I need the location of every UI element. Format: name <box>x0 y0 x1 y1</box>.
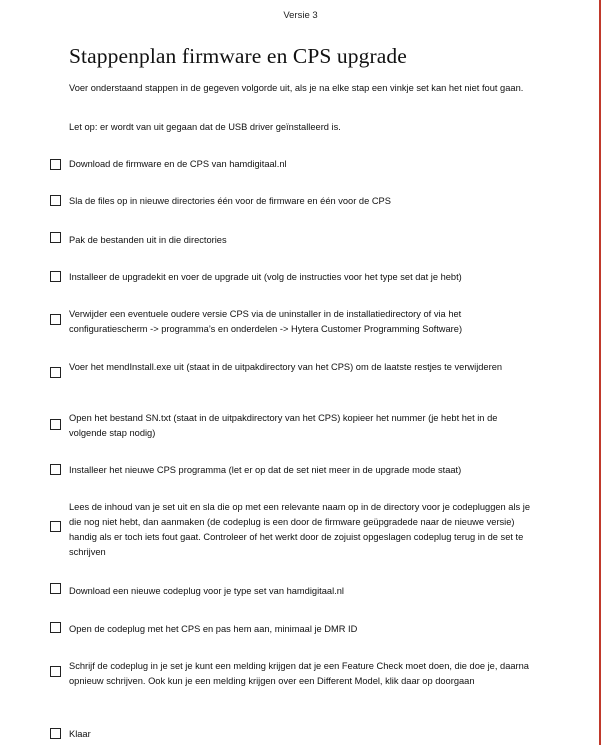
checkbox[interactable] <box>50 583 61 594</box>
checkbox[interactable] <box>50 419 61 430</box>
checkbox[interactable] <box>50 622 61 633</box>
document-title: Stappenplan firmware en CPS upgrade <box>69 44 407 68</box>
note-paragraph: Let op: er wordt van uit gegaan dat de USB driver geïnstalleerd is. <box>69 122 341 132</box>
step-label: Open het bestand SN.txt (staat in de uitpakdirectory van het CPS) kopieer het nummer (je hebt het in de volgende stap nodig) <box>69 413 498 438</box>
checkbox[interactable] <box>50 271 61 282</box>
checkbox[interactable] <box>50 666 61 677</box>
step-label: Lees de inhoud van je set uit en sla die op met een relevante naam op in de directory voor je codepluggen als je die nog niet hebt, dan aanmaken (de codeplug is een door de firmware geüpgradede naar de nieuwe versie) handig als er toch iets fout gaat. Controleer of het werkt door de zojuist opgeslagen codeplug terug in de set te schrijven <box>69 502 531 557</box>
checkbox[interactable] <box>50 521 61 532</box>
checkbox[interactable] <box>50 464 61 475</box>
step-label: Sla de files op in nieuwe directories één voor de firmware en één voor de CPS <box>69 196 391 206</box>
checkbox[interactable] <box>50 728 61 739</box>
checkbox[interactable] <box>50 314 61 325</box>
step-label: Klaar <box>69 729 91 739</box>
checkbox[interactable] <box>50 367 61 378</box>
checkbox[interactable] <box>50 195 61 206</box>
checkbox[interactable] <box>50 232 61 243</box>
step-label: Pak de bestanden uit in die directories <box>69 235 227 245</box>
intro-paragraph: Voer onderstaand stappen in de gegeven volgorde uit, als je na elke stap een vinkje set kan het niet fout gaan. <box>69 83 524 93</box>
step-label: Open de codeplug met het CPS en pas hem aan, minimaal je DMR ID <box>69 624 358 634</box>
step-label: Schrijf de codeplug in je set je kunt een melding krijgen dat je een Feature Check moet doen, die doe je, daarna opnieuw schrijven. Ook kun je een melding krijgen over een Different Model, klik daar op doorgaan <box>69 661 529 686</box>
step-label: Download een nieuwe codeplug voor je type set van hamdigitaal.nl <box>69 586 344 596</box>
step-label: Installeer het nieuwe CPS programma (let er op dat de set niet meer in de upgrade mode staat) <box>69 465 462 475</box>
step-label: Installeer de upgradekit en voer de upgrade uit (volg de instructies voor het type set dat je hebt) <box>69 272 462 282</box>
step-label: Voer het mendInstall.exe uit (staat in de uitpakdirectory van het CPS) om de laatste restjes te verwijderen <box>69 362 503 372</box>
checkbox[interactable] <box>50 159 61 170</box>
version-header: Versie 3 <box>283 10 318 21</box>
step-label: Verwijder een eventuele oudere versie CPS via de uninstaller in de installatiedirectory of via het configuratiescherm -> programma’s en onderdelen -> Hytera Customer Programming Software) <box>69 309 463 334</box>
step-label: Download de firmware en de CPS van hamdigitaal.nl <box>69 159 287 169</box>
